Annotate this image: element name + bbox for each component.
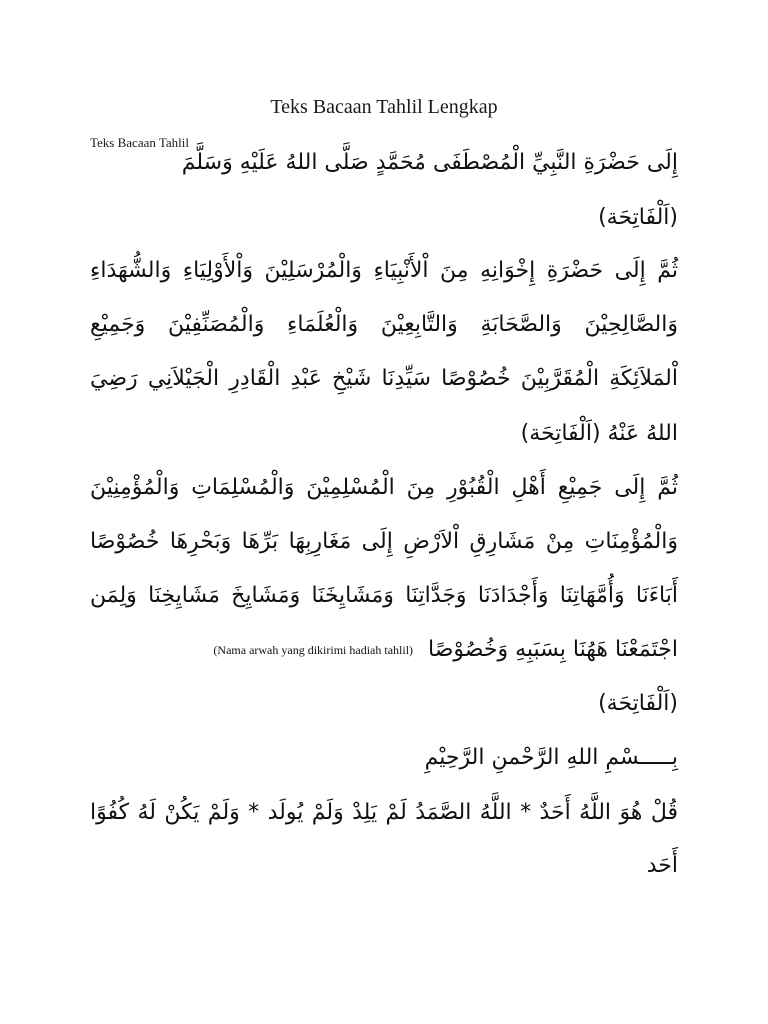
page-subtitle: Teks Bacaan Tahlil (90, 135, 190, 150)
arabic-line-6: اللهُ عَنْهُ (اَلْفَاتِحَة) (520, 421, 678, 446)
page-title: Teks Bacaan Tahlil Lengkap (270, 96, 498, 118)
arabic-line-14: أَحَد (646, 853, 678, 878)
arabic-line-3: ثُمَّ إِلَى حَضْرَةِ إِخْوَانِهِ مِنَ اْلأَنْبِيَاءِ وَالْمُرْسَلِيْنَ وَاْلأَوْلِيَاءِ وَالشُّهَدَاءِ (90, 258, 678, 283)
arabic-line-13: قُلْ هُوَ اللَّهُ أَحَدٌ * اللَّهُ الصَّمَدُ لَمْ يَلِدْ وَلَمْ يُولَد * وَلَمْ يَكُنْ لَهُ كُفُوًا (90, 800, 678, 825)
arabic-line-11: (اَلْفَاتِحَة) (598, 691, 678, 716)
arabic-line-2: (اَلْفَاتِحَة) (598, 205, 678, 230)
arabic-line-10-text: اجْتَمَعْنَا هَهُنَا بِسَبَبِهِ وَخُصُوْصًا (428, 637, 678, 662)
arabic-line-5: اْلمَلاَئِكَةِ الْمُقَرَّبِيْنَ خُصُوْصًا سَيِّدِنَا شَيْخِ عَبْدِ الْقَادِرِ الْجَيْلاَنِي رَضِيَ (90, 366, 678, 391)
arabic-line-8: وَالْمُؤْمِنَاتِ مِنْ مَشَارِقِ اْلاَرْضِ إِلَى مَغَارِبِهَا بَرِّهَا وَبَحْرِهَا خُصُوْصًا (90, 529, 678, 554)
arwah-note: (Nama arwah yang dikirimi hadiah tahlil) (213, 642, 414, 657)
arabic-line-4: وَالصَّالِحِيْنَ وَالصَّحَابَةِ وَالتَّابِعِيْنَ وَالْعُلَمَاءِ وَالْمُصَنِّفِيْنَ وَجَمِيْعِ (90, 312, 678, 337)
arabic-line-1: إِلَى حَضْرَةِ النَّبِيِّ الْمُصْطَفَى مُحَمَّدٍ صَلَّى اللهُ عَلَيْهِ وَسَلَّمَ (181, 150, 678, 175)
arabic-line-9: أَبَاءَنَا وَأُمَّهَاتِنَا وَأَجْدَادَنَا وَجَدَّاتِنَا وَمَشَايِخَنَا وَمَشَايِخَ مَشَايِخِنَا وَلِمَن (90, 583, 678, 608)
arabic-line-7: ثُمَّ إِلَى جَمِيْعِ أَهْلِ الْقُبُوْرِ مِنَ الْمُسْلِمِيْنَ وَالْمُسْلِمَاتِ وَالْمُؤْمِنِيْنَ (90, 475, 678, 500)
basmala-line: بِـــــسْمِ اللهِ الرَّحْمنِ الرَّحِيْمِ (424, 745, 678, 770)
arabic-line-10 (213, 637, 678, 662)
